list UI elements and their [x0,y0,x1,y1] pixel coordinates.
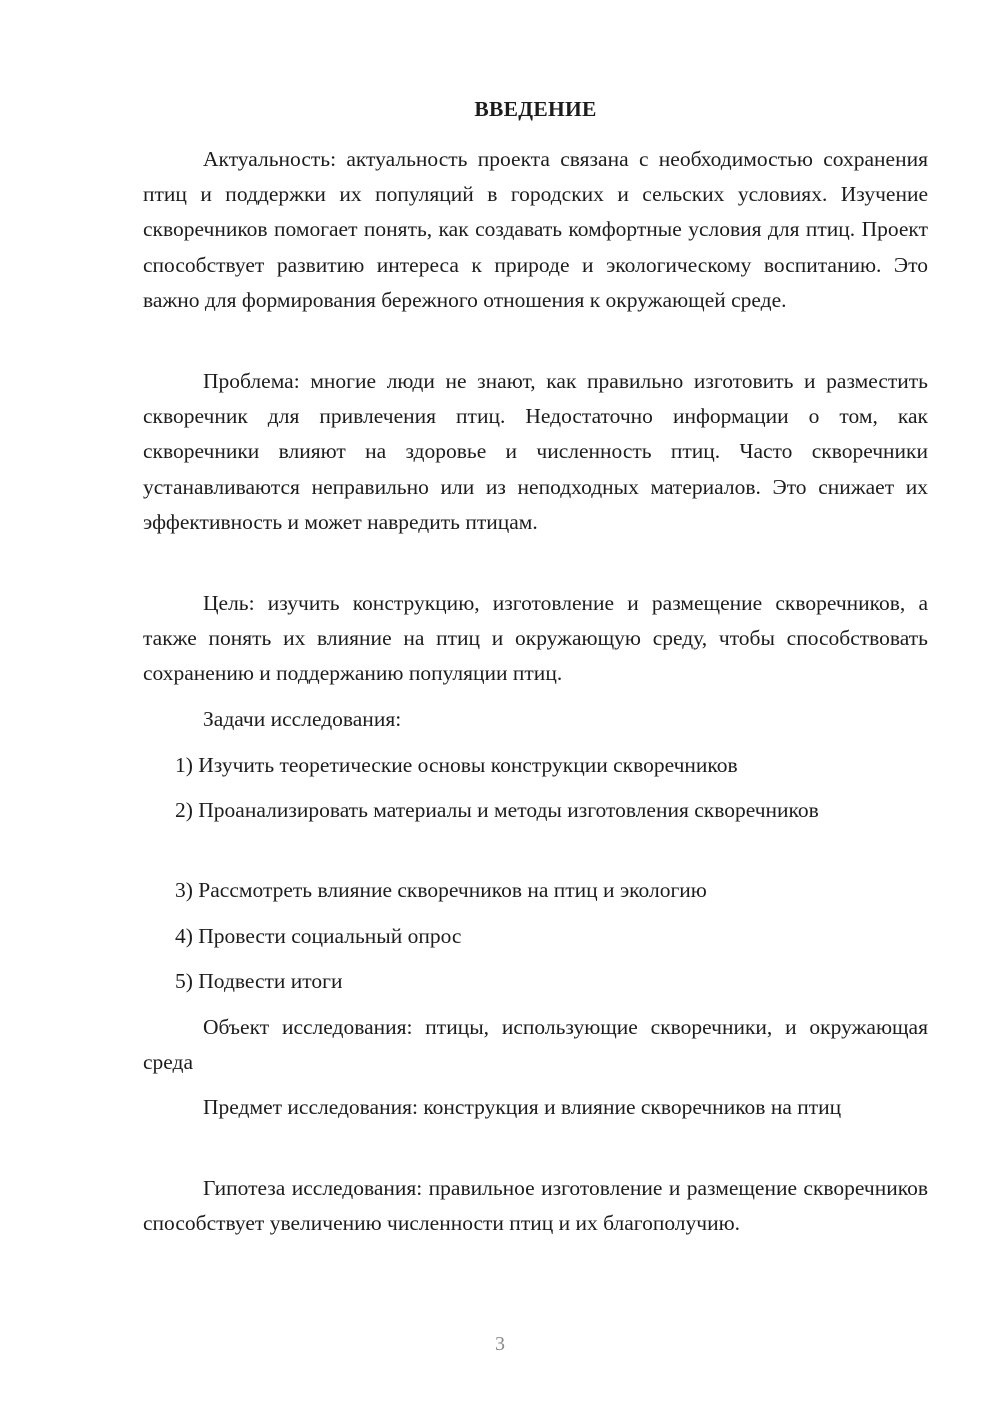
task-item-5: 5) Подвести итоги [175,969,343,993]
paragraph-relevance: Актуальность: актуальность проекта связана с необходимостью сохранения птиц и поддержки их популяций в городских и сельских условиях. Изучение скворечников помогает понять, как создавать комфортные условия для птиц. Проект способствует развитию интереса к природе и экологическому воспитанию. Это важно для формирования бережного отношения к окружающей среде. [143,147,928,312]
paragraph-problem: Проблема: многие люди не знают, как правильно изготовить и разместить скворечник для привлечения птиц. Недостаточно информации о том, как скворечники влияют на здоровье и численность птиц. Часто скворечники устанавливаются неправильно или из неподходных материалов. Это снижает их эффективность и может навредить птицам. [143,369,928,534]
page-title: ВВЕДЕНИЕ [474,97,597,121]
page-number: 3 [495,1333,505,1355]
task-item-4: 4) Провести социальный опрос [175,924,462,948]
task-item-2: 2) Проанализировать материалы и методы изготовления скворечников [175,798,819,822]
tasks-heading: Задачи исследования: [203,707,402,731]
paragraph-hypothesis: Гипотеза исследования: правильное изготовление и размещение скворечников способствует увеличению численности птиц и их благополучию. [143,1176,928,1236]
paragraph-object: Объект исследования: птицы, использующие скворечники, и окружающая среда [143,1015,928,1075]
task-item-3: 3) Рассмотреть влияние скворечников на птиц и экологию [175,878,707,902]
paragraph-subject: Предмет исследования: конструкция и влияние скворечников на птиц [203,1095,842,1119]
task-item-1: 1) Изучить теоретические основы конструкции скворечников [175,753,738,777]
paragraph-goal: Цель: изучить конструкцию, изготовление и размещение скворечников, а также понять их влияние на птиц и окружающую среду, чтобы способствовать сохранению и поддержанию популяции птиц. [143,591,928,686]
